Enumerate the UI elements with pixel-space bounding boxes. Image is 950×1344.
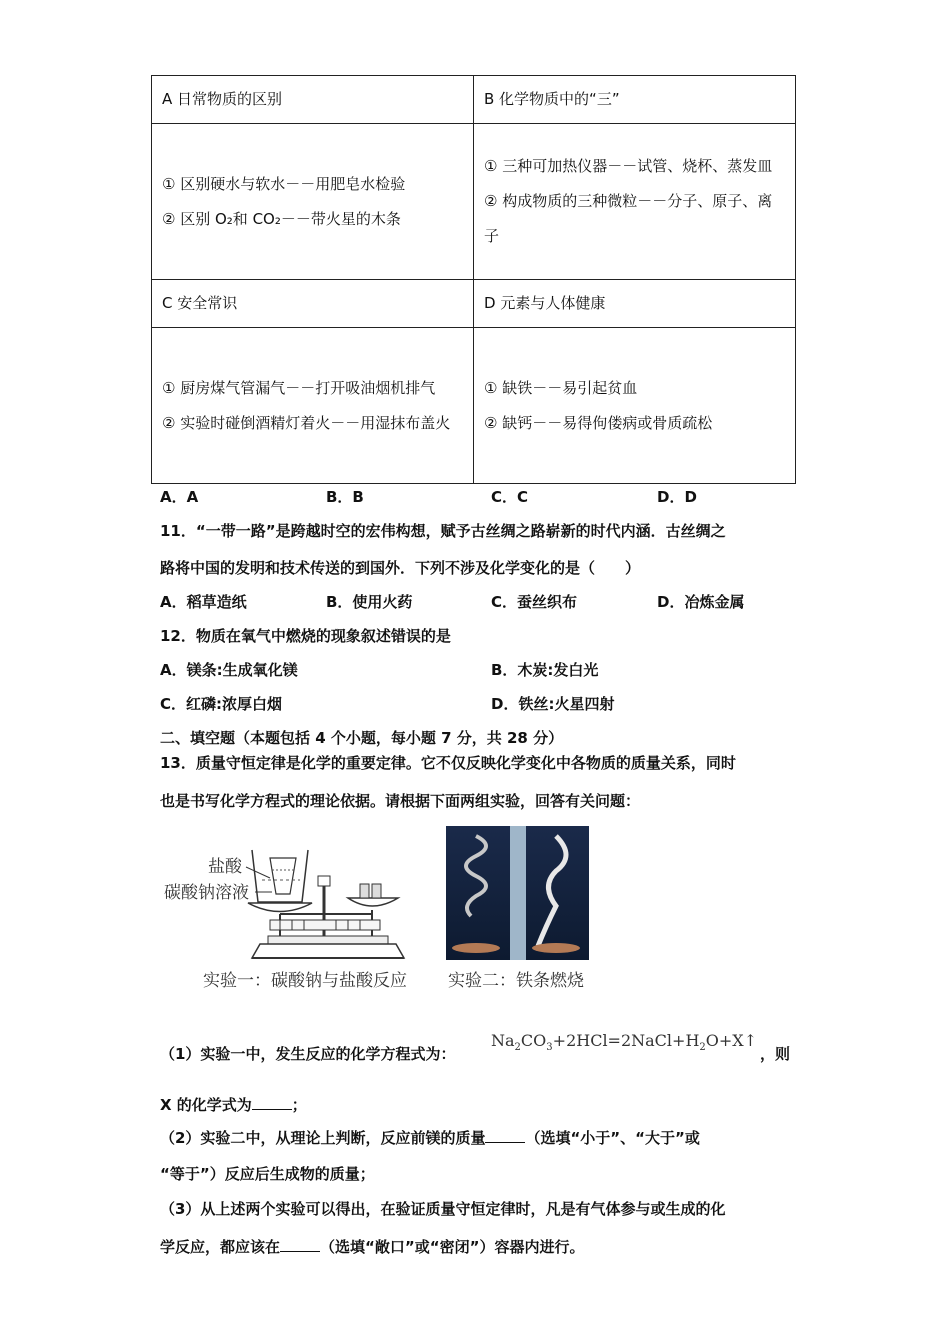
formula-tail: O+X↑ xyxy=(705,1031,758,1050)
q11-option-b[interactable]: B．使用火药 xyxy=(326,593,413,611)
cell-d-header xyxy=(474,280,796,328)
q13-part3-text-b: （选填“敞口”或“密闭”）容器内进行。 xyxy=(320,1238,585,1256)
c-header: C 安全常识 xyxy=(162,294,238,312)
q12-option-b[interactable]: B．木炭:发白光 xyxy=(491,661,599,679)
q13-part3-line2 xyxy=(160,1236,584,1257)
q13-part2-text-b: （选填“小于”、“大于”或 xyxy=(525,1129,700,1147)
q13-part1-x-label: X 的化学式为 xyxy=(160,1096,252,1114)
q13-part2-text-a: （2）实验二中，从理论上判断，反应前镁的质量 xyxy=(160,1129,486,1147)
d-item-2: ② 缺钙－－易得佝偻病或骨质疏松 xyxy=(484,413,713,432)
formula-sub-2b: 2 xyxy=(699,1042,706,1054)
q13-stem-line2: 也是书写化学方程式的理论依据。请根据下面两组实验，回答有关问题： xyxy=(160,792,641,810)
q12-option-d[interactable]: D．铁丝:火星四射 xyxy=(491,695,615,713)
q10-option-a[interactable]: A．A xyxy=(160,488,199,506)
q11-option-a[interactable]: A．稻草造纸 xyxy=(160,593,247,611)
cell-b-body xyxy=(474,124,796,280)
d-item-1: ① 缺铁－－易引起贫血 xyxy=(484,378,638,397)
cell-c-header xyxy=(152,280,474,328)
q11-option-c[interactable]: C．蚕丝织布 xyxy=(491,593,578,611)
q13-part3-text-a: 学反应，都应该在 xyxy=(160,1238,281,1256)
b-header: B 化学物质中的“三” xyxy=(484,90,620,108)
q10-option-b[interactable]: B．B xyxy=(326,488,364,506)
q12-option-a[interactable]: A．镁条:生成氧化镁 xyxy=(160,661,298,679)
q13-part1-prefix: （1）实验一中，发生反应的化学方程式为： xyxy=(160,1045,456,1063)
formula-co: CO xyxy=(520,1031,547,1050)
q11-option-d[interactable]: D．冶炼金属 xyxy=(657,593,745,611)
formula-mid: +2HCl=2NaCl+H xyxy=(552,1031,700,1050)
sodium-carbonate-label: 碳酸钠溶液 xyxy=(164,883,249,903)
q13-part1-line2 xyxy=(160,1094,307,1115)
answer-blank-2[interactable] xyxy=(485,1128,525,1143)
knowledge-table xyxy=(151,75,796,484)
answer-blank-3[interactable] xyxy=(280,1237,320,1252)
experiment-1-caption: 实验一：碳酸钠与盐酸反应 xyxy=(203,971,407,991)
c-item-2: ② 实验时碰倒酒精灯着火－－用湿抹布盖火 xyxy=(162,413,451,432)
d-header: D 元素与人体健康 xyxy=(484,294,606,312)
b-item-1: ① 三种可加热仪器－－试管、烧杯、蒸发皿 xyxy=(484,157,773,175)
cell-a-header xyxy=(152,76,474,124)
q13-part3-line1: （3）从上述两个实验可以得出，在验证质量守恒定律时，凡是有气体参与或生成的化 xyxy=(160,1200,726,1218)
hydrochloric-acid-label: 盐酸 xyxy=(208,857,242,877)
reaction-equation xyxy=(491,1031,757,1053)
c-item-1: ① 厨房煤气管漏气－－打开吸油烟机排气 xyxy=(162,378,436,397)
q13-part1-suffix: ，则 xyxy=(760,1045,791,1063)
cell-d-body xyxy=(474,328,796,484)
cell-a-body xyxy=(152,124,474,280)
formula-na: Na xyxy=(491,1031,515,1050)
q13-part1-end: ； xyxy=(291,1096,307,1114)
answer-blank-1[interactable] xyxy=(252,1095,292,1110)
a-item-1: ① 区别硬水与软水－－用肥皂水检验 xyxy=(162,174,406,193)
q13-stem-line1: 13．质量守恒定律是化学的重要定律。它不仅反映化学变化中各物质的质量关系，同时 xyxy=(160,754,736,772)
cell-c-body xyxy=(152,328,474,484)
formula-sub-2: 2 xyxy=(514,1042,521,1054)
magnesium-burning-photo xyxy=(446,826,589,960)
balance-figure xyxy=(160,840,435,968)
q11-stem-line1: 11．“一带一路”是跨越时空的宏伟构想，赋予古丝绸之路崭新的时代内涵．古丝绸之 xyxy=(160,522,726,540)
a-item-2: ② 区别 O₂和 CO₂－－带火星的木条 xyxy=(162,209,401,228)
q12-option-c[interactable]: C．红磷:浓厚白烟 xyxy=(160,695,283,713)
section-2-heading: 二、填空题（本题包括 4 个小题，每小题 7 分，共 28 分） xyxy=(160,729,564,747)
cell-b-header xyxy=(474,76,796,124)
q13-part2-line1 xyxy=(160,1127,700,1148)
q11-stem-line2: 路将中国的发明和技术传送的到国外．下列不涉及化学变化的是（ ） xyxy=(160,559,641,577)
a-header: A 日常物质的区别 xyxy=(162,90,283,108)
q10-option-c[interactable]: C．C xyxy=(491,488,529,506)
q10-option-d[interactable]: D．D xyxy=(657,488,697,506)
q12-stem: 12．物质在氧气中燃烧的现象叙述错误的是 xyxy=(160,627,451,645)
experiment-2-caption: 实验二：铁条燃烧 xyxy=(448,971,584,991)
b-item-2: ② 构成物质的三种微粒－－分子、原子、离子 xyxy=(484,192,773,245)
formula-sub-3: 3 xyxy=(546,1042,553,1054)
q13-part2-line2: “等于”）反应后生成物的质量； xyxy=(160,1165,375,1183)
